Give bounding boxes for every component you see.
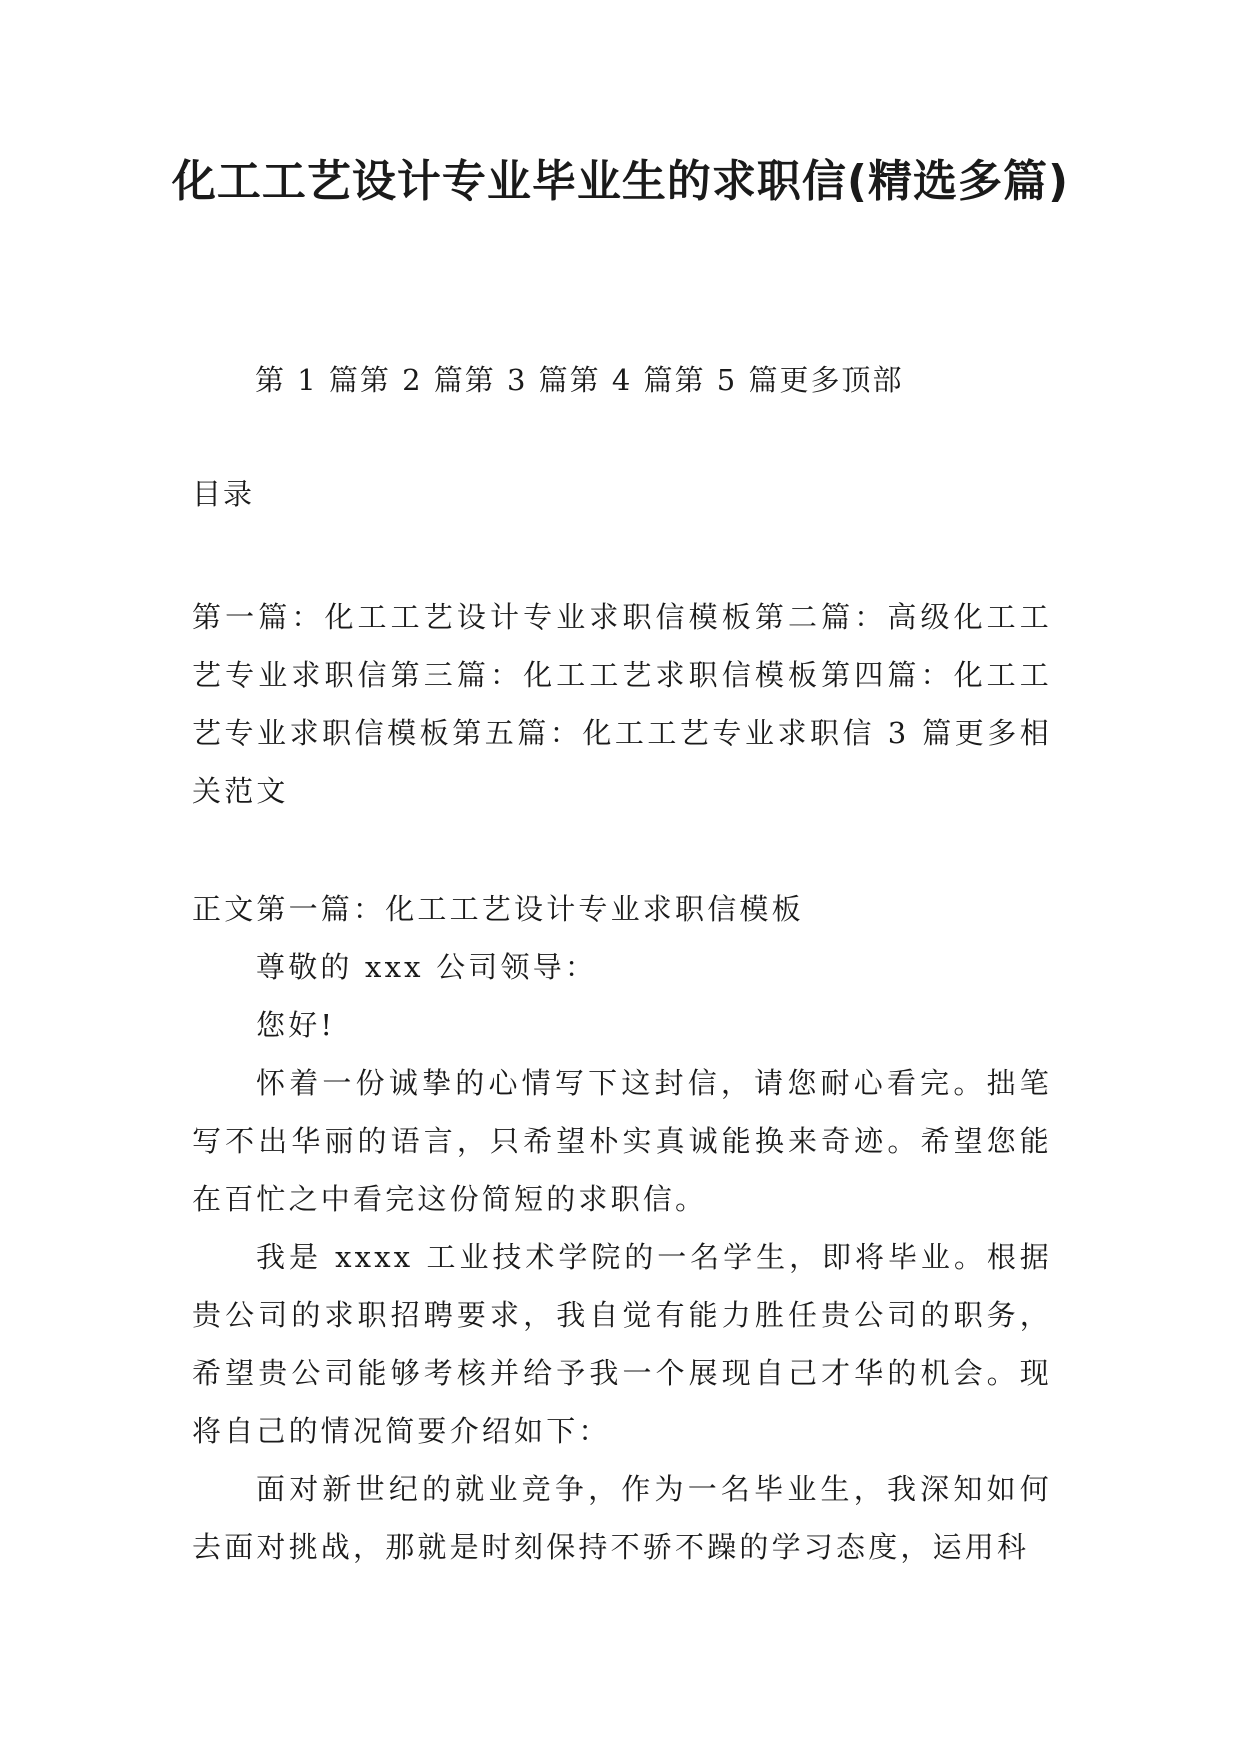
nav-item-2[interactable]: 第 2 篇 [359,363,465,397]
toc-item-3[interactable]: 第三篇：化工工艺求职信模板 [390,658,822,692]
section-heading: 正文第一篇：化工工艺设计专业求职信模板 [192,892,804,926]
paragraph-competition: 面对新世纪的就业竞争，作为一名毕业生，我深知如何去面对挑战，那就是时刻保持不骄不躁的学习态度，运用科 [192,1472,1052,1564]
nav-top[interactable]: 顶部 [841,363,904,397]
nav-item-4[interactable]: 第 4 篇 [569,363,675,397]
toc-list [192,588,1052,820]
nav-item-5[interactable]: 第 5 篇 [674,363,780,397]
toc-item-4[interactable]: 第四篇：化工工艺专业求职信模板 [192,658,1052,750]
toc-item-2[interactable]: 第二篇：高级化工工艺专业求职信 [192,600,1052,692]
nav-item-3[interactable]: 第 3 篇 [464,363,570,397]
document-title: 化工工艺设计专业毕业生的求职信(精选多篇) [171,156,1070,207]
toc-heading: 目录 [192,477,255,511]
nav-more[interactable]: 更多 [779,363,842,397]
toc-more-related[interactable]: 更多相关范文 [192,716,1052,808]
nav-item-1[interactable]: 第 1 篇 [255,363,360,397]
toc-item-5[interactable]: 第五篇：化工工艺专业求职信 3 篇 [452,716,955,750]
article-nav [255,360,903,400]
paragraph-intro: 怀着一份诚挚的心情写下这封信，请您耐心看完。拙笔写不出华丽的语言，只希望朴实真诚能换来奇迹。希望您能在百忙之中看完这份简短的求职信。 [192,1066,1052,1216]
paragraph-self-introduction: 我是 xxxx 工业技术学院的一名学生，即将毕业。根据贵公司的求职招聘要求，我自觉有能力胜任贵公司的职务，希望贵公司能够考核并给予我一个展现自己才华的机会。现将自己的情况简要介绍如下： [192,1240,1052,1448]
letter-body [192,880,1052,1576]
greeting: 您好! [256,1008,336,1042]
salutation: 尊敬的 xxx 公司领导： [256,950,598,984]
toc-item-1[interactable]: 第一篇：化工工艺设计专业求职信模板 [192,600,755,634]
